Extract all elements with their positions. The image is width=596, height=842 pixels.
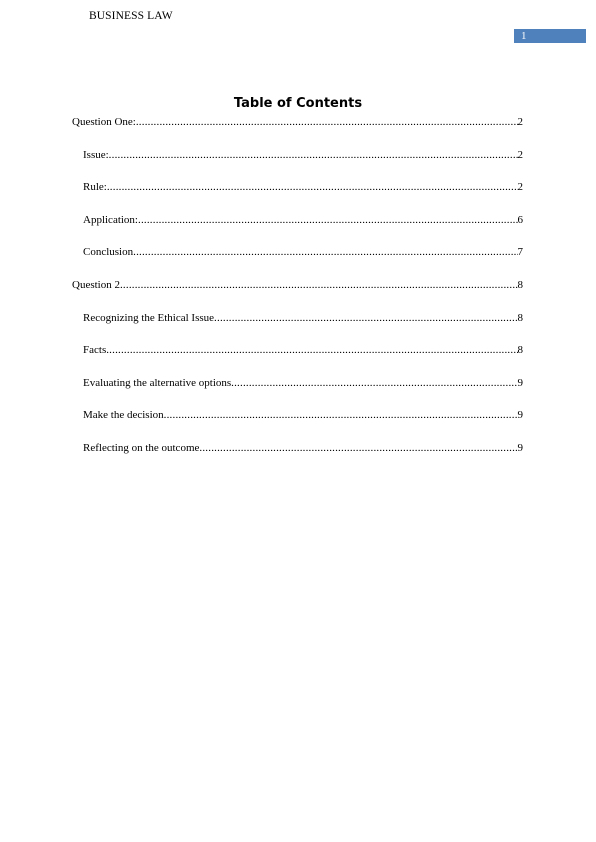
toc-leader-dots <box>107 180 518 194</box>
toc-leader-dots <box>164 408 518 422</box>
toc-entry-title: Question 2 <box>72 279 120 291</box>
toc-entry-page: 8 <box>517 344 523 357</box>
toc-leader-dots <box>214 311 517 325</box>
toc-entry-title: Evaluating the alternative options <box>83 376 232 389</box>
toc-entry[interactable] <box>83 343 523 357</box>
toc-entry-page: 7 <box>517 246 523 259</box>
toc-leader-dots <box>231 376 517 390</box>
toc-entry-title: Recognizing the Ethical Issue <box>83 311 215 324</box>
toc-leader-dots <box>199 441 517 455</box>
toc-leader-dots <box>109 148 518 162</box>
toc-entry-title: Conclusion <box>83 246 134 259</box>
toc-entry-page: 2 <box>517 116 523 128</box>
toc-entry-title: Application: <box>83 213 138 226</box>
toc-leader-dots <box>120 278 518 292</box>
toc-leader-dots <box>133 245 517 259</box>
toc-entry[interactable] <box>72 278 523 292</box>
toc-entry-title: Question One: <box>72 116 136 128</box>
toc-heading: Table of Contents <box>233 96 363 111</box>
toc-entry-page: 2 <box>517 148 523 161</box>
toc-entry[interactable] <box>83 311 523 325</box>
toc-entry-title: Facts <box>83 344 107 357</box>
toc-entry-page: 6 <box>517 213 523 226</box>
toc-entry[interactable] <box>83 376 523 390</box>
toc-entry[interactable] <box>83 408 523 422</box>
toc-entry-title: Make the decision <box>83 409 164 422</box>
toc-entry-page: 9 <box>517 409 523 422</box>
toc-entry-page: 8 <box>517 279 523 291</box>
toc-entry-title: Issue: <box>83 148 109 161</box>
page-number: 1 <box>521 30 527 42</box>
toc-entry-title: Rule: <box>83 181 107 194</box>
toc-entry[interactable] <box>83 213 523 227</box>
toc-leader-dots <box>136 115 518 129</box>
toc-entry[interactable] <box>83 245 523 259</box>
toc-entry[interactable] <box>83 441 523 455</box>
toc-entry[interactable] <box>72 115 523 129</box>
toc-entry[interactable] <box>83 148 523 162</box>
toc-leader-dots <box>138 213 518 227</box>
toc-entry-page: 2 <box>517 181 523 194</box>
toc-entry-page: 9 <box>517 376 523 389</box>
toc-entry[interactable] <box>83 180 523 194</box>
header-title: BUSINESS LAW <box>89 10 173 22</box>
toc-entry-page: 9 <box>517 442 523 454</box>
toc-leader-dots <box>106 343 517 357</box>
toc-entry-page: 8 <box>517 311 523 324</box>
toc-entry-title: Reflecting on the outcome <box>83 442 200 454</box>
